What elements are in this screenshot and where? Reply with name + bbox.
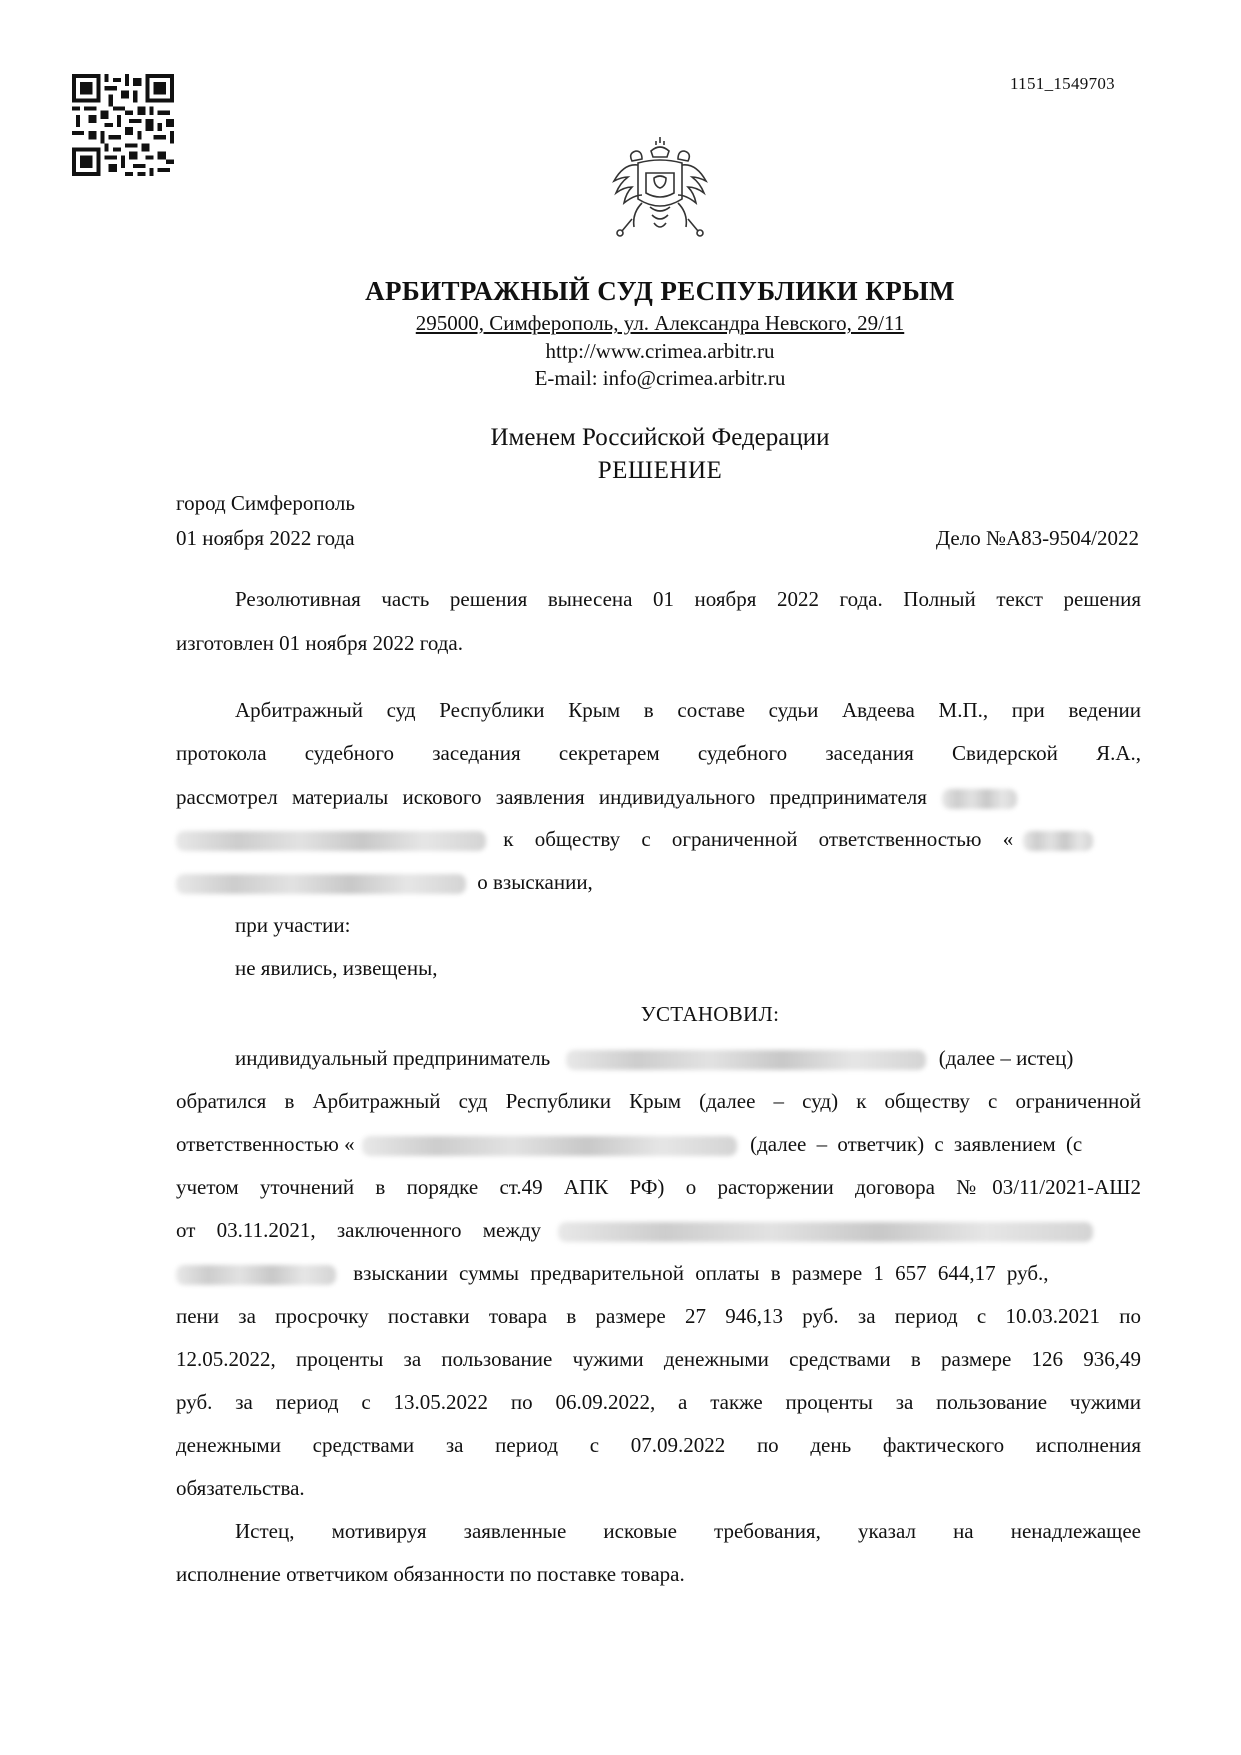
text-line: исполнение ответчиком обязанности по поставке товара. xyxy=(176,1562,685,1586)
text-fragment: (далее – ответчик) с заявлением (с xyxy=(750,1132,1083,1156)
text-fragment: к обществу с ограниченной ответственностью « xyxy=(503,827,1014,851)
court-name: АРБИТРАЖНЫЙ СУД РЕСПУБЛИКИ КРЫМ xyxy=(365,276,955,306)
redacted-name xyxy=(558,1222,1093,1242)
text-fragment: индивидуальный предприниматель xyxy=(235,1046,551,1070)
text-line xyxy=(176,784,1141,810)
text-line: обязательства. xyxy=(176,1476,305,1500)
text-line: при участии: xyxy=(235,913,351,937)
redacted-name xyxy=(176,874,466,894)
case-number: Дело №А83-9504/2022 xyxy=(935,526,1139,550)
redacted-name xyxy=(566,1050,926,1070)
court-email: E-mail: info@crimea.arbitr.ru xyxy=(534,366,786,390)
text-fragment: (далее – истец) xyxy=(938,1046,1074,1070)
redacted-name xyxy=(942,789,1017,809)
text-fragment: рассмотрел материалы искового заявления индивидуального предпринимателя xyxy=(176,785,927,809)
text-line: обратился в Арбитражный суд Республики Крым (далее – суд) к обществу с ограниченной xyxy=(176,1089,1141,1113)
in-the-name-heading: Именем Российской Федерации xyxy=(490,424,830,451)
redacted-name xyxy=(362,1136,737,1156)
text-fragment: ответственностью « xyxy=(176,1132,355,1156)
text-line: Истец, мотивируя заявленные исковые требования, указал на ненадлежащее xyxy=(235,1519,1141,1543)
redacted-name xyxy=(176,831,486,851)
text-line: учетом уточнений в порядке ст.49 АПК РФ) о расторжении договора №03/11/2021-АШ2 xyxy=(176,1175,1141,1199)
text-line: 12.05.2022, проценты за пользование чужими денежными средствами в размере 126 936,49 xyxy=(176,1347,1141,1371)
document-id: 1151_1549703 xyxy=(1010,74,1115,93)
court-address: 295000, Симферополь, ул. Александра Невского, 29/11 xyxy=(415,311,905,335)
text-line xyxy=(235,1045,1141,1071)
text-line xyxy=(176,1217,1141,1243)
city: город Симферополь xyxy=(176,491,355,515)
text-fragment: от 03.11.2021, заключенного между xyxy=(176,1218,542,1242)
text-line: Резолютивная часть решения вынесена 01 ноября 2022 года. Полный текст решения xyxy=(235,587,1141,611)
text-fragment: взыскании суммы предварительной оплаты в размере 1 657 644,17 руб., xyxy=(353,1261,1049,1285)
decision-date: 01 ноября 2022 года xyxy=(176,526,355,550)
text-line xyxy=(176,826,1141,852)
decision-title: РЕШЕНИЕ xyxy=(597,457,723,484)
text-line xyxy=(176,1131,1141,1157)
redacted-name xyxy=(1023,831,1093,851)
russian-coat-of-arms-icon xyxy=(602,133,718,241)
text-line: денежными средствами за период с 07.09.2022 по день фактического исполнения xyxy=(176,1433,1141,1457)
qr-code-icon xyxy=(72,74,174,176)
text-line: изготовлен 01 ноября 2022 года. xyxy=(176,631,464,655)
text-fragment: о взыскании, xyxy=(477,870,593,894)
text-line xyxy=(176,869,1141,895)
text-line: пени за просрочку поставки товара в размере 27 946,13 руб. за период с 10.03.2021 по xyxy=(176,1304,1141,1328)
text-line: руб. за период с 13.05.2022 по 06.09.2022, а также проценты за пользование чужими xyxy=(176,1390,1141,1414)
text-line: протокола судебного заседания секретарем судебного заседания Свидерской Я.А., xyxy=(176,741,1141,765)
court-website: http://www.crimea.arbitr.ru xyxy=(545,339,775,363)
text-line: Арбитражный суд Республики Крым в составе судьи Авдеева М.П., при ведении xyxy=(235,698,1141,722)
redacted-name xyxy=(176,1265,336,1285)
established-heading: УСТАНОВИЛ: xyxy=(640,1002,780,1026)
text-line xyxy=(176,1260,1141,1286)
text-line: не явились, извещены, xyxy=(235,956,438,980)
